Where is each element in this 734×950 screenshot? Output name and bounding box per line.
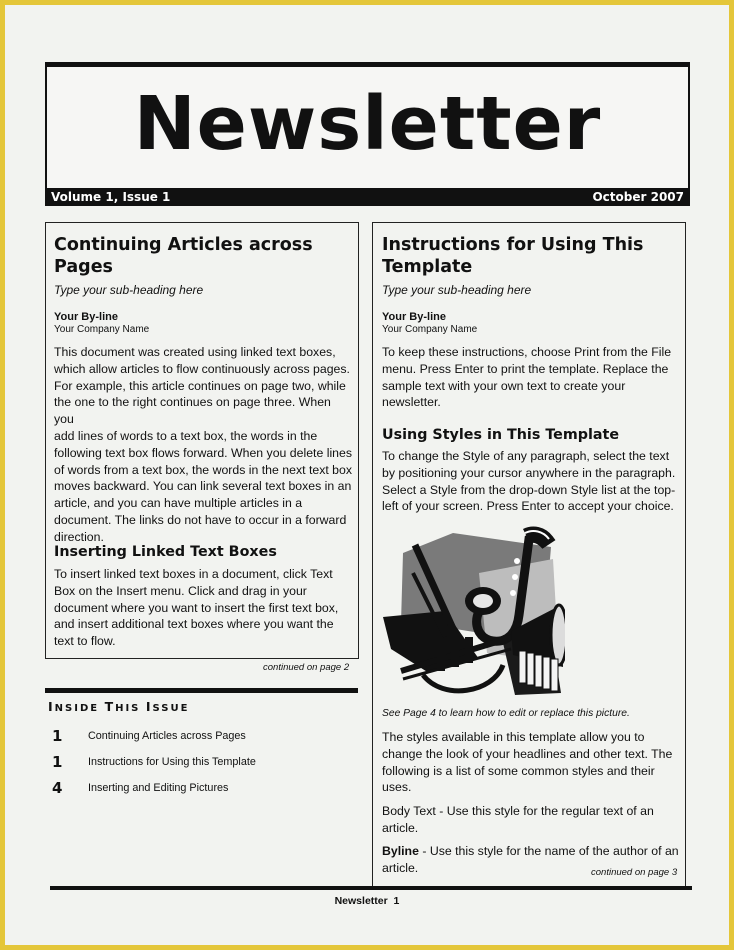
text-line: To keep these instructions, choose Print from the File (382, 345, 672, 359)
text-line: Select a Style from the drop-down Style list at the top- (382, 482, 676, 497)
right-section-body (382, 448, 682, 515)
body-text-style-paragraph (382, 803, 682, 837)
toc-page-number: 4 (52, 779, 63, 797)
masthead-title: Newsletter (133, 81, 602, 167)
text-line: menu. Press Enter to print the template. Replace the (382, 361, 669, 376)
right-article-body (382, 344, 682, 411)
text-line: This document was created using linked text boxes, (54, 345, 336, 359)
text-line: sample text with your own text to create your (382, 378, 626, 393)
styles-paragraph (382, 729, 682, 796)
text-line: add lines of words to a text box, the words in the (54, 428, 318, 443)
newsletter-page (5, 5, 729, 945)
text-line: article. (382, 820, 419, 835)
right-article-subheading: Type your sub-heading here (382, 283, 532, 297)
text-line: the one to the right continues on page three. When you (54, 395, 331, 427)
left-article-subheading: Type your sub-heading here (54, 283, 204, 297)
text-line: article, and you can have multiple articles in a (54, 496, 303, 511)
text-line: Box on the Insert menu. Click and drag in your (54, 583, 307, 598)
text-line: uses. (382, 780, 412, 795)
text-line: To insert linked text boxes in a document, click Text (54, 567, 333, 581)
music-instruments-picture (383, 525, 565, 700)
text-line: The styles available in this template allow you to (382, 730, 645, 744)
left-article-body (54, 344, 354, 546)
right-section-heading: Using Styles in This Template (382, 427, 620, 443)
toc-item[interactable]: Inserting and Editing Pictures (88, 782, 229, 794)
right-article-title: Instructions for Using This Template (382, 235, 644, 277)
volume-issue: Volume 1, Issue 1 (51, 190, 171, 204)
byline-style-paragraph: Byline - Use this style for the name of the author of an article. (382, 844, 679, 875)
text-line: Body Text - Use this style for the regular text of an (382, 804, 654, 818)
text-line: of words from a text box, the words in the next text box (54, 462, 353, 477)
right-continued-note: continued on page 3 (591, 867, 678, 878)
text-line: following is a list of some common styles and their (382, 763, 655, 778)
volume-bar (45, 188, 690, 206)
text-line: document where you want to insert the first text box, (54, 600, 339, 615)
left-continued-note: continued on page 2 (263, 662, 350, 673)
issue-date: October 2007 (592, 190, 684, 204)
inside-issue-rule (45, 688, 358, 693)
footer-rule (50, 886, 692, 890)
text-line: newsletter. (382, 395, 441, 410)
right-article-byline: Your By-line (382, 311, 446, 323)
text-line: To change the Style of any paragraph, select the text (382, 449, 670, 463)
picture-caption: See Page 4 to learn how to edit or replace this picture. (382, 708, 630, 719)
toc-page-number: 1 (52, 753, 63, 771)
toc-item[interactable]: Continuing Articles across Pages (88, 730, 246, 742)
left-article-company: Your Company Name (54, 324, 150, 335)
left-section-body (54, 566, 354, 650)
footer (5, 895, 729, 907)
text-line: moves backward. You can link several text boxes in an (54, 479, 352, 494)
right-article-company: Your Company Name (382, 324, 478, 335)
left-article-title: Continuing Articles across Pages (54, 235, 313, 277)
text-line: change the look of your headlines and other text. The (382, 746, 673, 761)
toc-item[interactable]: Instructions for Using this Template (88, 756, 256, 768)
text-line: direction. (54, 529, 104, 544)
inside-issue-heading: INSIDE THIS ISSUE (48, 699, 190, 714)
text-line: text to flow. (54, 634, 116, 649)
text-line: left of your screen. Press Enter to accept your choice. (382, 499, 674, 514)
toc-page-number: 1 (52, 727, 63, 745)
left-section-heading: Inserting Linked Text Boxes (54, 544, 277, 560)
text-line: and insert additional text boxes where you want the (54, 617, 334, 632)
masthead (45, 62, 690, 190)
text-line: document. The links do not have to occur in a forward (54, 512, 347, 527)
left-article-byline: Your By-line (54, 311, 118, 323)
text-line: which allow articles to flow continuously across pages. (54, 361, 350, 376)
footer-title: Newsletter (334, 895, 388, 907)
page-number: 1 (393, 895, 400, 907)
text-line: following text box flows forward. When you delete lines (54, 445, 353, 460)
text-line: by positioning your cursor anywhere in the paragraph. (382, 465, 676, 480)
text-line: For example, this article continues on page two, while (54, 378, 346, 393)
